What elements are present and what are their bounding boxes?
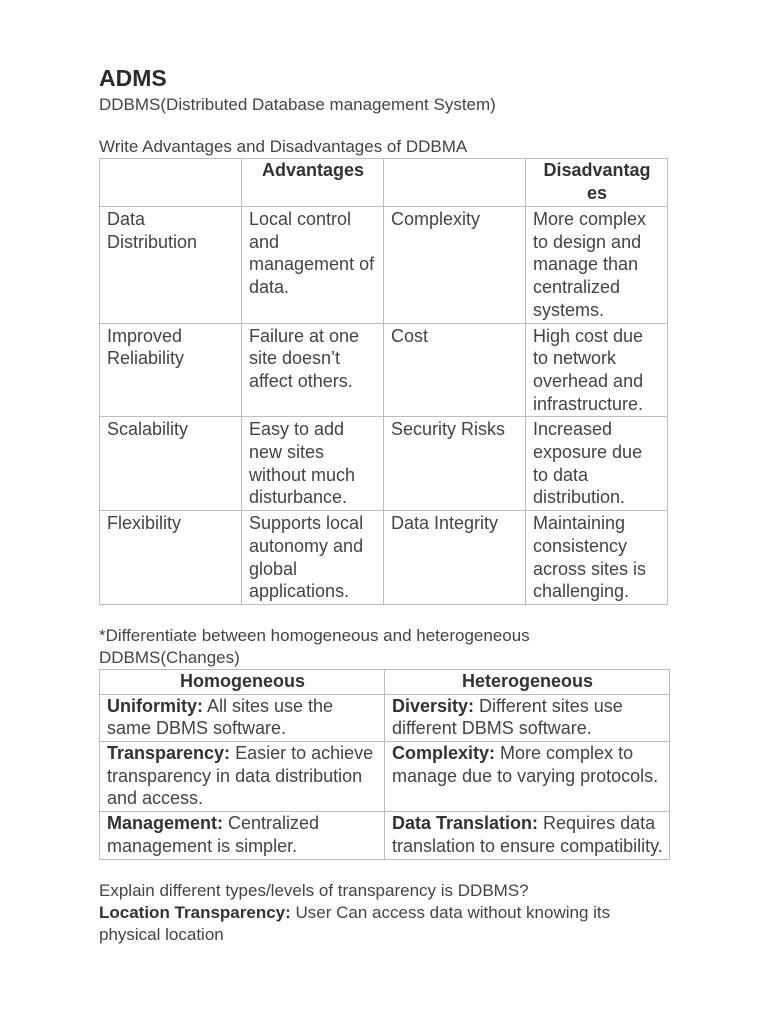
cell-text: Easier to achieve transparency in data distribution and access.: [107, 743, 374, 809]
question-differentiate-line2: DDBMS(Changes): [99, 647, 240, 667]
header-disadvantages-part1: Disadvantag: [543, 160, 651, 180]
cell-label: Uniformity:: [107, 695, 203, 716]
table-cell: Flexibility: [100, 511, 242, 605]
question-advantages: Write Advantages and Disadvantages of DDBMA: [99, 137, 468, 156]
table-row: [100, 812, 670, 859]
cell-text: Different sites use different DBMS software.: [392, 695, 623, 739]
table-cell: Easy to add new sites without much disturbance.: [242, 417, 384, 511]
table-row: [100, 694, 670, 741]
cell-text: Centralized management is simpler.: [107, 813, 320, 856]
answer-location-transparency: [99, 902, 674, 946]
table-cell: Local control and management of data.: [242, 207, 384, 324]
table-cell: [385, 694, 670, 741]
table-cell: Complexity: [384, 207, 526, 324]
header-cell-advantages: Advantages: [242, 159, 384, 207]
spacer: [99, 860, 674, 880]
header-cell-homogeneous: Homogeneous: [100, 669, 385, 694]
table-header-row: [100, 159, 668, 207]
table-cell: High cost due to network overhead and infrastructure.: [526, 323, 668, 417]
table-cell: [385, 742, 670, 812]
cell-label: Diversity:: [392, 695, 475, 716]
table-cell: Security Risks: [384, 417, 526, 511]
table-cell: Maintaining consistency across sites is challenging.: [526, 511, 668, 605]
header-cell-disadvantages: [526, 159, 668, 207]
question-transparency: Explain different types/levels of transparency is DDBMS?: [99, 880, 529, 900]
table-cell: Scalability: [100, 417, 242, 511]
answer-text: User Can access data without knowing its physical location: [99, 902, 611, 944]
header-cell-empty-1: [100, 159, 242, 207]
cell-label: Management:: [107, 813, 224, 834]
cell-text: Requires data translation to ensure compatibility.: [392, 813, 663, 856]
table-cell: Improved Reliability: [100, 323, 242, 417]
cell-label: Data Translation:: [392, 813, 539, 834]
cell-label: Complexity:: [392, 743, 496, 764]
header-cell-heterogeneous: Heterogeneous: [385, 669, 670, 694]
table-cell: Cost: [384, 323, 526, 417]
document-page: [99, 64, 674, 946]
table-row: [100, 417, 668, 511]
document-title: ADMS: [99, 65, 167, 91]
header-disadvantages-part2: es: [586, 182, 608, 203]
cell-label: Transparency:: [107, 743, 231, 764]
table-cell: [100, 742, 385, 812]
spacer: [99, 605, 674, 625]
header-cell-empty-2: [384, 159, 526, 207]
table-cell: [100, 812, 385, 859]
spacer: [99, 116, 674, 136]
cell-text: More complex to manage due to varying protocols.: [392, 743, 659, 786]
table-cell: Increased exposure due to data distribution.: [526, 417, 668, 511]
table-cell: Failure at one site doesn’t affect others.: [242, 323, 384, 417]
table-cell: Data Integrity: [384, 511, 526, 605]
table-cell: More complex to design and manage than centralized systems.: [526, 207, 668, 324]
homogeneous-heterogeneous-table: [99, 669, 670, 860]
table-cell: Data Distribution: [100, 207, 242, 324]
question-differentiate-line1: *Differentiate between homogeneous and heterogeneous: [99, 625, 530, 645]
table-header-row: [100, 669, 670, 694]
advantages-disadvantages-table: [99, 158, 668, 605]
table-row: [100, 207, 668, 324]
table-cell: Supports local autonomy and global applications.: [242, 511, 384, 605]
table-row: [100, 742, 670, 812]
table-cell: [100, 694, 385, 741]
answer-label: Location Transparency:: [99, 902, 291, 922]
cell-text: All sites use the same DBMS software.: [107, 695, 334, 739]
table-row: [100, 323, 668, 417]
document-subtitle: DDBMS(Distributed Database management System): [99, 95, 496, 114]
table-cell: [385, 812, 670, 859]
table-row: [100, 511, 668, 605]
